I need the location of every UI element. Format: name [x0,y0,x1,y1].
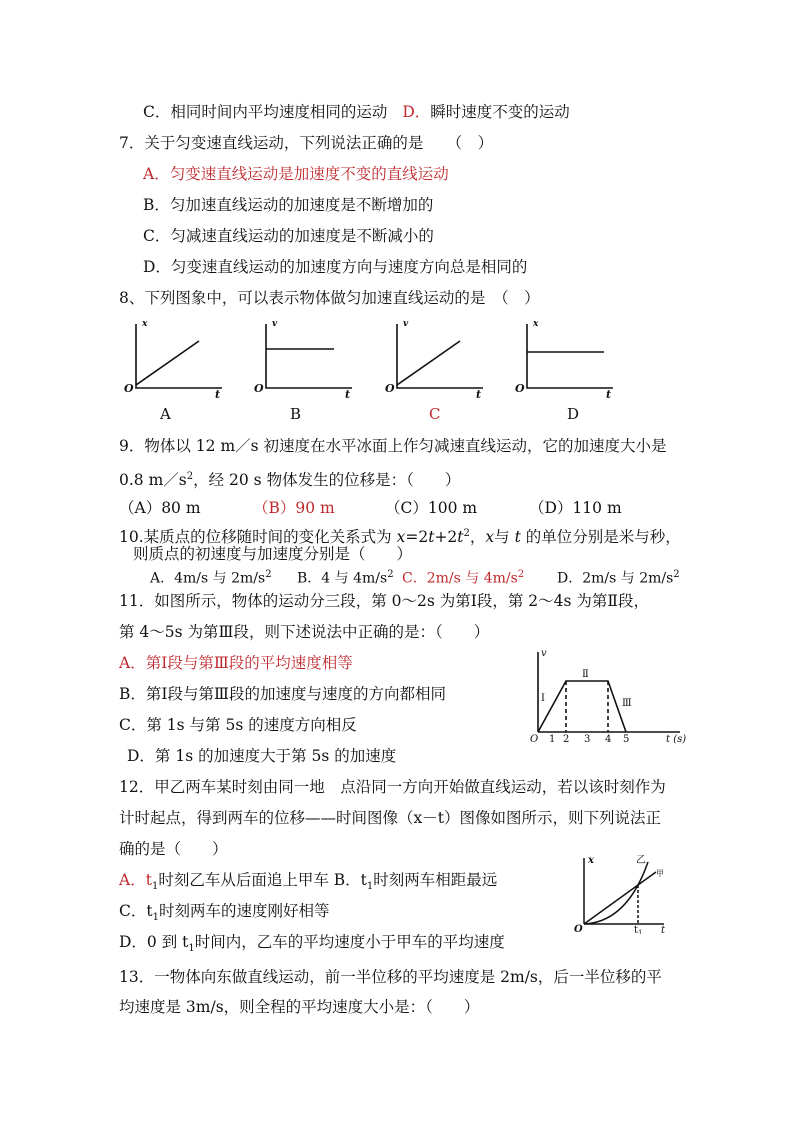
q8-graphs [0,312,794,422]
q12-option-a-text: 时刻乙车从后面追上甲车 [158,871,329,889]
q12-origin: O [574,924,583,934]
graph-a-label: A [160,405,171,423]
q11-seg-3: Ⅲ [622,698,632,709]
q12-option-a-letter: A．t [119,871,152,889]
q11-option-a-text: A．第Ⅰ段与第Ⅲ段的平均速度相等 [119,654,353,672]
q10-formula-plus: +2 [434,528,458,547]
q12-option-a-sub: 1 [151,881,159,893]
q10-option-d-text: D．2m/s 与 2m/s [557,570,674,587]
q9-option-a: （A）80 m [119,499,201,517]
q10-formula-x: x [396,528,406,547]
graph-d-yaxis: x [533,319,539,329]
q12-line3: 确的是（ ） [119,840,228,858]
graph-d [527,324,613,388]
graph-b-label: B [290,405,302,423]
graph-a-xaxis: t [215,388,221,401]
graph-c-label: C [429,405,441,423]
q12-label-jia: 甲 [656,869,664,878]
q10-formula-t: t [428,528,435,547]
q11-line2: 第 4～5s 为第Ⅲ段，则下述说法中正确的是：（ ） [119,623,490,641]
q10-option-c-text: C．2m/s 与 4m/s [402,570,518,587]
q11-tick-5: 5 [623,734,630,745]
q9-line1: 9．物体以 12 m／s 初速度在水平冰面上作匀减速直线运动，它的加速度大小是 [119,437,667,455]
q11-ylabel: v [541,648,547,659]
graph-a-origin: O [124,382,134,395]
q10-option-a-sup: 2 [265,569,272,580]
q12-option-d [119,932,505,959]
q12-option-b-letter: B．t [333,871,367,889]
q10-stem-d: 的单位分别是米与秒， [525,528,681,547]
q11-seg-1: Ⅰ [541,693,545,704]
q11-tick-1: 1 [549,734,556,745]
graph-c-xaxis: t [476,388,482,401]
q12-option-c-sub: 1 [152,912,159,924]
q11-line1: 11．如图所示，物体的运动分三段，第 0～2s 为第Ⅰ段，第 2～4s 为第Ⅱ段， [119,592,649,610]
q11-tick-3: 3 [584,734,591,745]
q11-option-a [119,653,353,673]
q10-option-d [557,565,680,589]
graph-d-origin: O [515,382,525,395]
q10-line2: 则质点的初速度与加速度分别是（ ） [133,545,413,563]
q10-option-c [402,565,524,589]
graph-b-origin: O [254,382,264,395]
q11-option-d: D．第 1s 的加速度大于第 5s 的加速度 [127,747,397,765]
q10-option-b [297,565,394,589]
graph-c-yaxis: v [403,319,409,329]
q12-t1 [634,925,643,934]
graph-a-yaxis: x [142,319,148,329]
q12-ylabel: x [588,855,594,866]
q13-line1: 13．一物体向东做直线运动，前一半位移的平均速度是 2m/s，后一半位移的平 [119,968,662,986]
q10-formula-mid: =2 [405,528,429,547]
q7-stem: 7．关于匀变速直线运动，下列说法正确的是 （ ） [119,134,494,152]
q11-option-c: C．第 1s 与第 5s 的速度方向相反 [119,716,357,734]
q6-option-d: 瞬时速度不变的运动 [430,103,570,121]
q10-option-d-sup: 2 [673,569,680,580]
q12-option-b-text: 时刻两车相距最远 [373,871,498,889]
q10-formula-t2: t [457,528,464,547]
q12-line-jia [584,872,656,924]
q12-t1-sub: 1 [638,929,643,934]
q9-line2-sup: 2 [186,471,194,482]
q10-var-t: t [514,528,521,547]
graph-a [136,324,222,388]
q12-option-b-sub: 1 [366,881,374,893]
q12-line1: 12．甲乙两车某时刻由同一地 点沿同一方向开始做直线运动，若以该时刻作为 [119,778,666,796]
graph-d-label: D [567,405,580,423]
q9-line2 [119,467,460,490]
q12-option-d-sub: 1 [188,943,195,955]
q10-option-a-text: A．4m/s 与 2m/s [150,570,266,587]
q10-stem-c: 与 [494,528,510,547]
q10-option-b-text: B．4 与 4m/s [297,570,388,587]
q9-option-b: （B）90 m [253,499,335,517]
q11-tick-2: 2 [563,734,570,745]
q12-line2: 计时起点，得到两车的位移——时间图像（x－t）图像如图所示，则下列说法正 [119,809,661,827]
q7-option-a [143,164,449,184]
q12-option-c-text: 时刻两车的速度刚好相等 [158,902,330,920]
q9-line2-c: ，经 20 s 物体发生的位移是：（ ） [193,471,461,490]
q7-option-d: D．匀变速直线运动的加速度方向与速度方向总是相同的 [143,258,528,276]
q10-option-c-sup: 2 [517,569,525,580]
q6-options [143,102,570,122]
graph-b-yaxis: v [272,319,278,329]
q10-formula-sq: 2 [463,528,470,539]
q10-stem-a: 10.某质点的位移随时间的变化关系式为 [119,528,392,547]
graph-c [397,324,483,388]
graph-d-xaxis: t [606,388,612,401]
q6-option-d-label: D． [402,103,431,121]
q12-option-d-text: 时间内，乙车的平均速度小于甲车的平均速度 [194,933,505,951]
q13-line2: 均速度是 3m/s，则全程的平均速度大小是：（ ） [119,998,480,1016]
q9-option-d: （D）110 m [529,499,622,517]
q12-options-ab [119,870,497,897]
q12-xt-graph [572,852,672,934]
q11-xlabel: t (s) [666,734,687,745]
graph-b-xaxis: t [345,388,351,401]
q12-t1-letter: t [634,925,639,934]
graph-c-origin: O [385,382,395,395]
q12-label-yi: 乙 [636,855,646,866]
q8-stem: 8、下列图象中，可以表示物体做匀加速直线运动的是 （ ） [119,289,540,307]
q12-option-d-letter: D．0 到 t [119,933,189,951]
q7-option-b: B．匀加速直线运动的加速度是不断增加的 [143,196,434,214]
q7-option-c: C．匀减速直线运动的加速度是不断减小的 [143,227,434,245]
q11-vt-line [538,681,626,732]
q7-option-a-text: A．匀变速直线运动是加速度不变的直线运动 [143,165,449,183]
q11-seg-2: Ⅱ [582,669,589,680]
q12-xlabel: t [661,925,666,934]
q10-option-a [150,565,272,589]
q12-option-c-letter: C．t [119,902,153,920]
q11-vt-graph [530,646,700,746]
q9-line2-a: 0.8 m／s [119,471,187,490]
q11-tick-4: 4 [605,734,612,745]
q10-var-x: x [485,528,495,547]
q11-origin: O [530,734,539,745]
q11-option-b: B．第Ⅰ段与第Ⅲ段的加速度与速度的方向都相同 [119,685,446,703]
q12-option-c [119,901,329,928]
q10-option-b-sup: 2 [387,569,394,580]
graph-b [266,324,352,388]
q10-stem-b: ， [469,528,486,547]
q9-option-c: （C）100 m [385,499,478,517]
q6-option-c: C．相同时间内平均速度相同的运动 [143,103,388,121]
